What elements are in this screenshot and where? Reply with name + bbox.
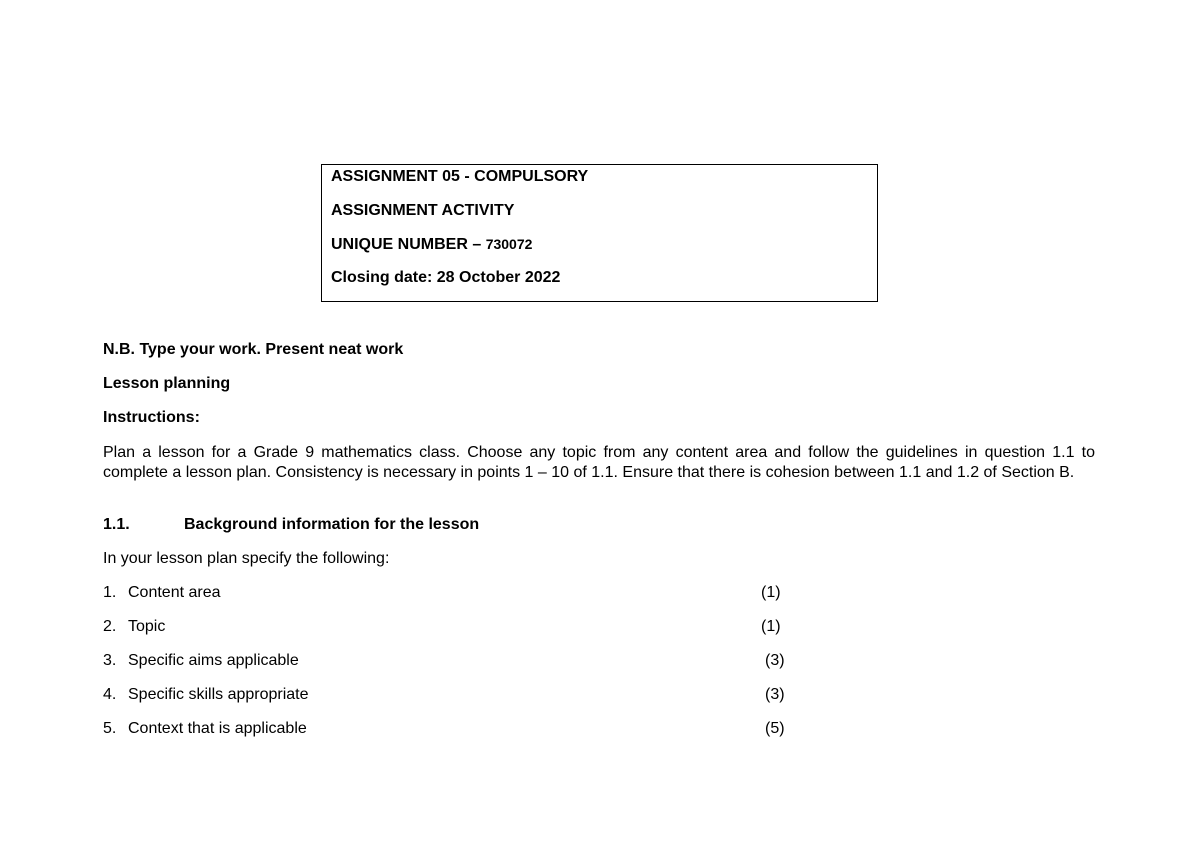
list-item-mark: (1) [761,618,781,635]
list-item-number: 2. [103,618,117,635]
closing-date: Closing date: 28 October 2022 [331,269,561,286]
section-number: 1.1. [103,516,130,533]
list-item-number: 3. [103,652,117,669]
list-item-label: Topic [128,618,166,635]
list-item-label: Context that is applicable [128,720,307,737]
list-item-number: 1. [103,584,117,601]
list-item-label: Specific aims applicable [128,652,299,669]
instructions-paragraph: Plan a lesson for a Grade 9 mathematics class. Choose any topic from any content area and follow the guidelines in question 1.1 to complete a lesson plan. Consistency is necessary in points 1 – 10 of 1.1. Ensure that there is cohesion between 1.1 and 1.2 of Section B. [103,444,1095,481]
list-item [103,686,309,704]
nb-note: N.B. Type your work. Present neat work [103,341,404,358]
unique-number-label: UNIQUE NUMBER – [331,236,486,253]
unique-number [331,236,532,254]
list-item [103,618,165,636]
list-item-label: Content area [128,584,221,601]
list-item [103,720,307,738]
specify-text: In your lesson plan specify the following: [103,550,390,567]
lesson-planning-heading: Lesson planning [103,375,231,392]
assignment-activity: ASSIGNMENT ACTIVITY [331,202,515,219]
unique-number-value: 730072 [485,236,533,252]
instructions-heading: Instructions: [103,409,200,426]
list-item [103,584,221,602]
list-item-mark: (1) [761,584,781,601]
list-item-mark: (3) [765,686,785,703]
list-item-mark: (5) [765,720,785,737]
list-item-label: Specific skills appropriate [128,686,309,703]
list-item-number: 4. [103,686,117,703]
section-title: Background information for the lesson [184,516,480,533]
list-item-number: 5. [103,720,117,737]
list-item [103,652,299,670]
assignment-title: ASSIGNMENT 05 - COMPULSORY [331,168,589,185]
list-item-mark: (3) [765,652,785,669]
assignment-header-box [321,164,878,302]
